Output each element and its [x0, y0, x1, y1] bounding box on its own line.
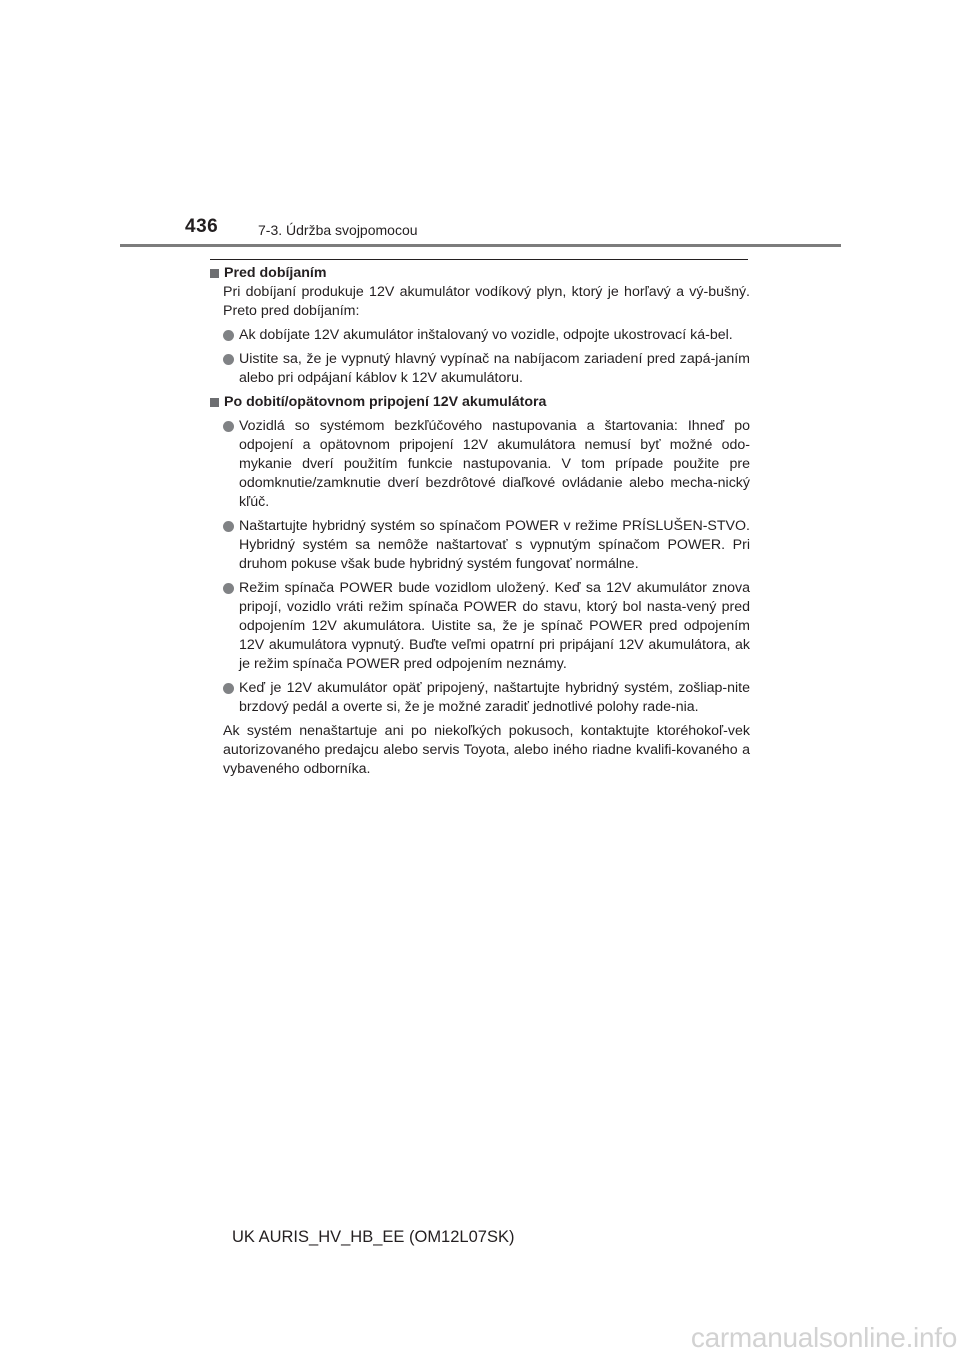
section-outro: Ak systém nenaštartuje ani po niekoľkých pokusoch, kontaktujte ktoréhokoľ-vek autorizovaného predajcu alebo servis Toyota, alebo iného riadne kvalifi-kovaného a vybaveného odborníka.	[223, 723, 750, 777]
watermark: carmanualsonline.info	[690, 1322, 957, 1353]
header-divider	[120, 244, 841, 247]
square-bullet-icon	[210, 398, 219, 407]
bullet-text: Režim spínača POWER bude vozidlom uložený. Keď sa 12V akumulátor znova pripojí, vozidlo vráti režim spínača POWER do stavu, ktorý bol nasta-vený pred odpojením 12V akumulátora. Uistite sa, že je spínač POWER pred odpojením 12V akumulátora vypnutý. Buďte veľmi opatrní pri pripájaní 12V akumulátora, ak je režim spínača POWER pred odpojením neznámy.	[239, 580, 750, 672]
bullet-item	[223, 579, 750, 674]
round-bullet-icon	[223, 521, 234, 532]
section-heading-text: Pred dobíjaním	[224, 265, 327, 281]
bullet-item	[223, 417, 750, 512]
bullet-item	[223, 326, 750, 345]
bullet-text: Uistite sa, že je vypnutý hlavný vypínač na nabíjacom zariadení pred zapá-janím alebo pri odpájaní káblov k 12V akumulátoru.	[239, 351, 750, 386]
bullet-text: Naštartujte hybridný systém so spínačom POWER v režime PRÍSLUŠEN-STVO. Hybridný systém sa nemôže naštartovať s vypnutým spínačom POWER. Pri druhom pokuse však bude hybridný systém fungovať normálne.	[239, 518, 750, 572]
round-bullet-icon	[223, 354, 234, 365]
section-heading-text: Po dobití/opätovnom pripojení 12V akumulátora	[224, 394, 547, 410]
section-heading	[210, 393, 750, 412]
round-bullet-icon	[223, 330, 234, 341]
bullet-item	[223, 517, 750, 574]
section-intro: Pri dobíjaní produkuje 12V akumulátor vodíkový plyn, ktorý je horľavý a vý-bušný. Preto pred dobíjaním:	[223, 284, 750, 319]
bullet-text: Vozidlá so systémom bezkľúčového nastupovania a štartovania: Ihneď po odpojení a opätovnom pripojení 12V akumulátora nemusí byť možné odo-mykanie dverí použitím funkcie nastupovania. V tom prípade použite pre odomknutie/zamknutie dverí bezdrôtové diaľkové ovládanie alebo mecha-nický kľúč.	[239, 418, 750, 510]
square-bullet-icon	[210, 269, 219, 278]
bullet-list	[223, 417, 750, 717]
bullet-item	[223, 350, 750, 388]
bullet-text: Keď je 12V akumulátor opäť pripojený, naštartujte hybridný systém, zošliap-nite brzdový pedál a overte si, že je možné zaradiť jednotlivé polohy rade-nia.	[239, 680, 750, 715]
section-heading	[210, 264, 750, 283]
round-bullet-icon	[223, 583, 234, 594]
round-bullet-icon	[223, 421, 234, 432]
bullet-item	[223, 679, 750, 717]
content-divider	[210, 259, 748, 260]
page-number: 436	[185, 216, 219, 237]
document-code: UK AURIS_HV_HB_EE (OM12L07SK)	[232, 1228, 515, 1246]
bullet-list	[223, 326, 750, 388]
page-content	[210, 264, 750, 779]
section-title: 7-3. Údržba svojpomocou	[258, 222, 418, 238]
bullet-text: Ak dobíjate 12V akumulátor inštalovaný vo vozidle, odpojte ukostrovací ká-bel.	[239, 327, 733, 343]
round-bullet-icon	[223, 683, 234, 694]
